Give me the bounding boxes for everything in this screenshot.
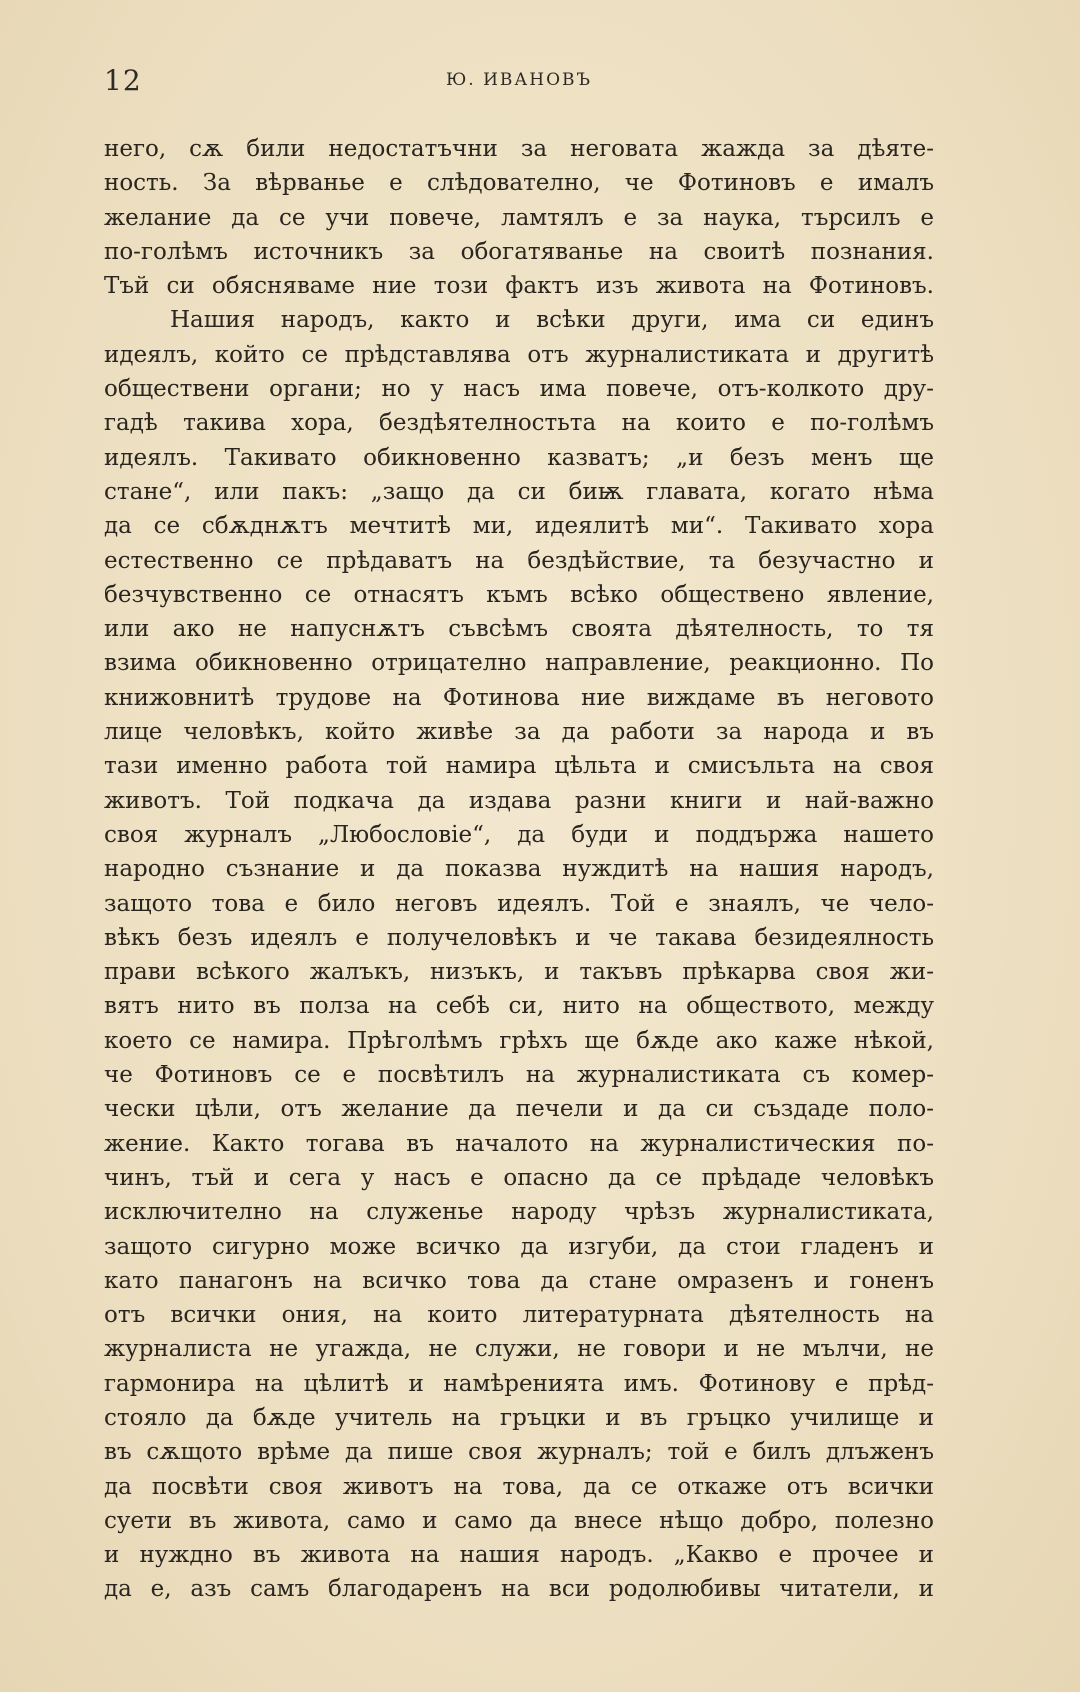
text-line: вѣкъ безъ идеялъ е получеловѣкъ и че такава безидеялность: [104, 924, 934, 951]
running-head: [104, 64, 934, 104]
text-line: ность. За вѣрванье е слѣдователно, че Фотиновъ е ималъ: [104, 170, 934, 197]
text-line: исключително на служенье народу чрѣзъ журналистиката,: [104, 1199, 934, 1226]
text-line: Нашия народъ, както и всѣки други, има си единъ: [170, 307, 934, 334]
text-line: естественно се прѣдаватъ на бездѣйствие, та безучастно и: [104, 547, 934, 574]
text-line: стояло да бѫде учитель на гръцки и въ гръцко училище и: [104, 1404, 934, 1431]
text-line: журналиста не угажда, не служи, не говори и не мълчи, не: [104, 1336, 934, 1363]
body-text: [104, 132, 934, 1607]
text-line: жение. Както тогава въ началото на журналистическия по-: [104, 1130, 934, 1157]
text-line: да се сбѫднѫтъ мечтитѣ ми, идеялитѣ ми“. Такивато хора: [104, 513, 934, 540]
text-line: безчувственно се отнасятъ къмъ всѣко обществено явление,: [104, 581, 934, 608]
text-line: и нуждно въ живота на нашия народъ. „Какво е прочее и: [104, 1542, 934, 1569]
text-line: книжовнитѣ трудове на Фотинова ние виждаме въ неговото: [104, 684, 934, 711]
text-line: защото това е било неговъ идеялъ. Той е знаялъ, че чело-: [104, 890, 934, 917]
text-line: взима обикновенно отрицателно направление, реакционно. По: [104, 650, 934, 677]
text-line: идеялъ, който се прѣдставлява отъ журналистиката и другитѣ: [104, 341, 934, 368]
text-line: обществени органи; но у насъ има повече, отъ-колкото дру-: [104, 376, 934, 403]
text-line: чинъ, тъй и сега у насъ е опасно да се прѣдаде человѣкъ: [104, 1164, 934, 1191]
text-line: желание да се учи повече, ламтялъ е за наука, търсилъ е: [104, 204, 934, 231]
text-line: да посвѣти своя животъ на това, да се откаже отъ всички: [104, 1473, 934, 1500]
text-line: гармонира на цѣлитѣ и намѣренията имъ. Фотинову е прѣд-: [104, 1370, 934, 1397]
running-title: Ю. ИВАНОВЪ: [445, 70, 593, 90]
text-line: по-голѣмъ источникъ за обогатяванье на своитѣ познания.: [104, 238, 934, 265]
text-line: гадѣ такива хора, бездѣятелностьта на които е по-голѣмъ: [104, 410, 934, 437]
text-line: Тъй си обясняваме ние този фактъ изъ живота на Фотиновъ.: [104, 273, 934, 300]
text-line: животъ. Той подкача да издава разни книги и най-важно: [104, 787, 934, 814]
text-line: отъ всички ония, на които литературната дѣятелность на: [104, 1302, 934, 1329]
text-line: тази именно работа той намира цѣльта и смисъльта на своя: [104, 753, 934, 780]
text-line: което се намира. Прѣголѣмъ грѣхъ ще бѫде ако каже нѣкой,: [104, 1027, 934, 1054]
page-number: 12: [104, 64, 142, 97]
text-line: като панагонъ на всичко това да стане омразенъ и гоненъ: [104, 1267, 934, 1294]
text-line: въ сѫщото врѣме да пише своя журналъ; той е билъ длъженъ: [104, 1439, 934, 1466]
text-line: него, сѫ били недостатъчни за неговата жажда за дѣяте-: [104, 136, 934, 162]
text-line: или ако не напуснѫтъ съвсѣмъ своята дѣятелность, то тя: [104, 616, 934, 643]
text-line: своя журналъ „Любословiе“, да буди и поддържа нашето: [104, 821, 934, 848]
text-line: чески цѣли, отъ желание да печели и да си създаде поло-: [104, 1096, 934, 1123]
text-line: да е, азъ самъ благодаренъ на вси родолюбивы читатели, и: [104, 1576, 934, 1603]
text-line: народно съзнание и да показва нуждитѣ на нашия народъ,: [104, 856, 934, 883]
text-line: стане“, или пакъ: „защо да си биѭ главата, когато нѣма: [104, 478, 934, 505]
text-line: че Фотиновъ се е посвѣтилъ на журналистиката съ комер-: [104, 1062, 934, 1089]
text-line: вятъ нито въ полза на себѣ си, нито на обществото, между: [104, 993, 934, 1020]
text-line: лице человѣкъ, който живѣе за да работи за народа и въ: [104, 719, 934, 746]
text-line: идеялъ. Такивато обикновенно казватъ; „и безъ менъ ще: [104, 444, 934, 471]
text-line: защото сигурно може всичко да изгуби, да стои гладенъ и: [104, 1233, 934, 1260]
text-line: прави всѣкого жалъкъ, низъкъ, и такъвъ прѣкарва своя жи-: [104, 959, 934, 986]
text-line: суети въ живота, само и само да внесе нѣщо добро, полезно: [104, 1507, 934, 1534]
